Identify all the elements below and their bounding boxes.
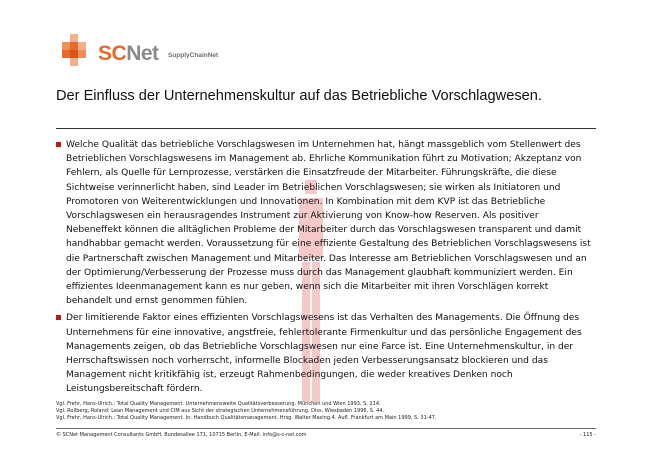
logo-squares-icon [56,32,96,72]
footer-divider [56,428,596,429]
footer-copyright: © SCNet Management Consultants GmbH, Bundesallee 171, 10715 Berlin, E-Mail: info@s-c-net.com [56,432,307,438]
paragraph-2-text: Der limitierende Faktor eines effizienten Vorschlagswesens ist das Verhalten des Managements. Die Öffnung des Unternehmens für eine innovative, angstfreie, fehlertolerante Firmenkultur und das persönliche Engagement des Managements zeigen, ob das Betriebliche Vorschlagswesen nur eine Farce ist. Eine Unternehmenskultur, in der Herrschaftswissen noch vorherrscht, informelle Blockaden jeden Verbesserungsansatz blockieren und das Management nicht kritikfähig ist, erzeugt Rahmenbedingungen, die weder kreatives Denken noch Leistungsbereitschaft fördern. [66,313,582,395]
reference-3: Vgl. Frehr, Hans-Ulrich.: Total Quality Management. In: Handbuch Qualitätsmanagement. Hrsg. Walter Masing.4. Aufl. Frankfurt am Main 1999, S. 31-47. [56,415,437,421]
footer [56,432,596,438]
paragraph-2 [56,311,596,396]
logo-wordmark [98,42,159,66]
logo-net: Net [126,42,159,65]
bullet-icon [56,142,61,147]
logo-subtitle: SupplyChainNet [168,52,219,59]
title-divider [56,128,596,129]
bullet-icon [56,315,61,320]
page-number: - 115 - [579,432,596,438]
references [56,401,616,422]
paragraph-1 [56,138,596,308]
reference-1: Vgl. Frehr, Hans-Ulrich.: Total Quality Management. Unternehmensweite Qualitätsverbesserung. München und Wien 1993, S. 214. [56,401,381,407]
content-body [56,138,596,400]
logo-sc: SC [98,42,127,65]
paragraph-1-text: Welche Qualität das betriebliche Vorschlagswesen im Unternehmen hat, hängt massgeblich vom Stellenwert des Betrieblichen Vorschlagswesens im Management ab. Ehrliche Kommunikation führt zu Motivation; Akzeptanz von Fehlern, als Quelle für Lernprozesse, verstärken die Einsatzfreude der Mitarbeiter. Führungskräfte, die diese Sichtweise verinnerlicht haben, sind Leader im Betrieblichen Vorschlagswesen; sie wirken als Initiatoren und Promotoren von Weiterentwicklungen und Innovationen. In Kombination mit dem KVP ist das Betriebliche Vorschlagswesen ein herausragendes Instrument zur Aktivierung von Know-how Reserven. Als positiver Nebeneffekt können die alltäglichen Probleme der Mitarbeiter durch das Vorschlagswesen transparent und damit handhabbar gemacht werden. Voraussetzung für eine effiziente Gestaltung des Betrieblichen Vorschlagswesens ist die Partnerschaft zwischen Management und Mitarbeiter. Das Interesse am Betrieblichen Vorschlagswesen und an der Optimierung/Verbesserung der Prozesse muss durch das Management glaubhaft kommuniziert werden. Ein effizientes Ideenmanagement kann es nur geben, wenn sich die Mitarbeiter mit ihren Vorschlägen korrekt behandelt und ernst genommen fühlen. [66,140,591,307]
scnet-logo [56,28,256,78]
page-title: Der Einfluss der Unternehmenskultur auf das Betriebliche Vorschlagwesen. [56,88,542,104]
reference-2: Vgl. Rollberg, Roland: Lean Management und CIM aus Sicht der strategischen Unternehmensführung. Diss. Wiesbaden 1996, S. 44. [56,408,385,414]
